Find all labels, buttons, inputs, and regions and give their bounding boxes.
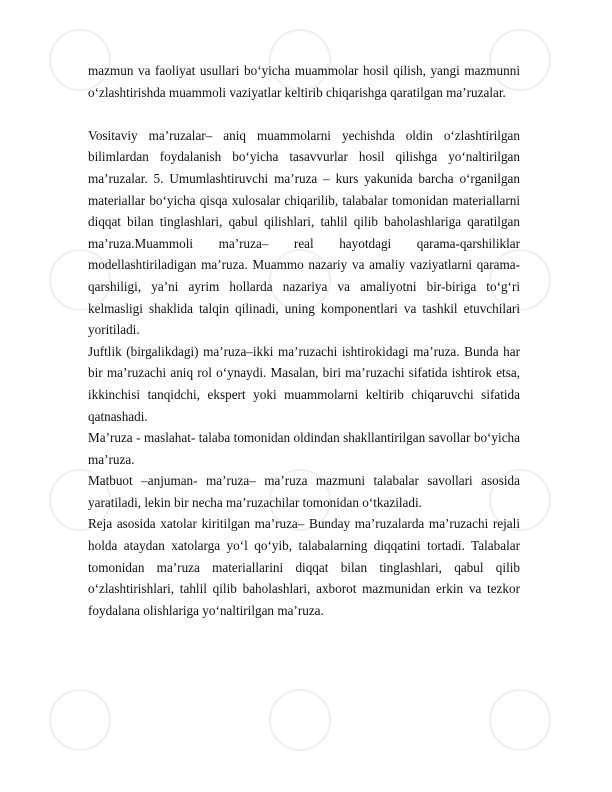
paragraph-maruza-maslahat: Ma’ruza - maslahat- talaba tomonidan oldindan shakllantirilgan savollar bo‘yicha ma’ruza. [88,430,520,467]
document-page [88,60,520,621]
paragraph-intro-continuation: mazmun va faoliyat usullari bo‘yicha muammolar hosil qilish, yangi mazmunni o‘zlashtirishda muammoli vaziyatlar keltirib chiqarishga qaratilgan ma’ruzalar. [88,63,520,100]
paragraph-spacer [88,103,520,125]
paragraph-matbuot-anjuman: Matbuot –anjuman- ma’ruza– ma’ruza mazmuni talabalar savollari asosida yaratiladi, lekin bir necha ma’ruzachilar tomonidan o‘tkaziladi. [88,473,520,510]
paragraph-reja-asosida-xatolar: Reja asosida xatolar kiritilgan ma’ruza– Bunday ma’ruzalarda ma’ruzachi rejali holda ataydan xatolarga yo‘l qo‘yib, talabalarning diqqatini tortadi. Talabalar tomonidan ma’ruza materiallarini diqqat bilan tinglashlari, qabul qilib o‘zlashtirishlari, tahlil qilib baholashlari, axborot mazmunidan erkin va tezkor foydalana olishlariga yo‘naltirilgan ma’ruza. [88,516,520,618]
paragraph-juftlik-maruza: Juftlik (birgalikdagi) ma’ruza–ikki ma’ruzachi ishtirokidagi ma’ruza. Bunda har bir ma’ruzachi aniq rol o‘ynaydi. Masalan, biri ma’ruzachi sifatida ishtirok etsa, ikkinchisi tanqidchi, ekspert yoki muammolarni keltirib chiqaruvchi sifatida qatnashadi. [88,343,520,424]
paragraph-vositaviy-maruzalar: Vositaviy ma’ruzalar– aniq muammolarni yechishda oldin o‘zlashtirilgan bilimlardan foydalanish bo‘yicha tasavvurlar hosil qilishga yo‘naltirilgan ma’ruzalar. 5. Umumlashtiruvchi ma’ruza – kurs yakunida barcha o‘rganilgan materiallar bo‘yicha qisqa xulosalar chiqarilib, talabalar tomonidan materiallarni diqqat bilan tinglashlari, qabul qilishlari, tahlil qilib baholashlariga qaratilgan ma’ruza.Muammoli ma’ruza– real hayotdagi qarama-qarshiliklar modellashtiriladigan ma’ruza. Muammo nazariy va amaliy vaziyatlarni qarama-qarshiligi, ya’ni ayrim hollarda nazariya va amaliyotni bir-biriga to‘g‘ri kelmasligi shaklida talqin qilinadi, uning komponentlari va tashkil etuvchilari yoritiladi. [88,127,520,338]
